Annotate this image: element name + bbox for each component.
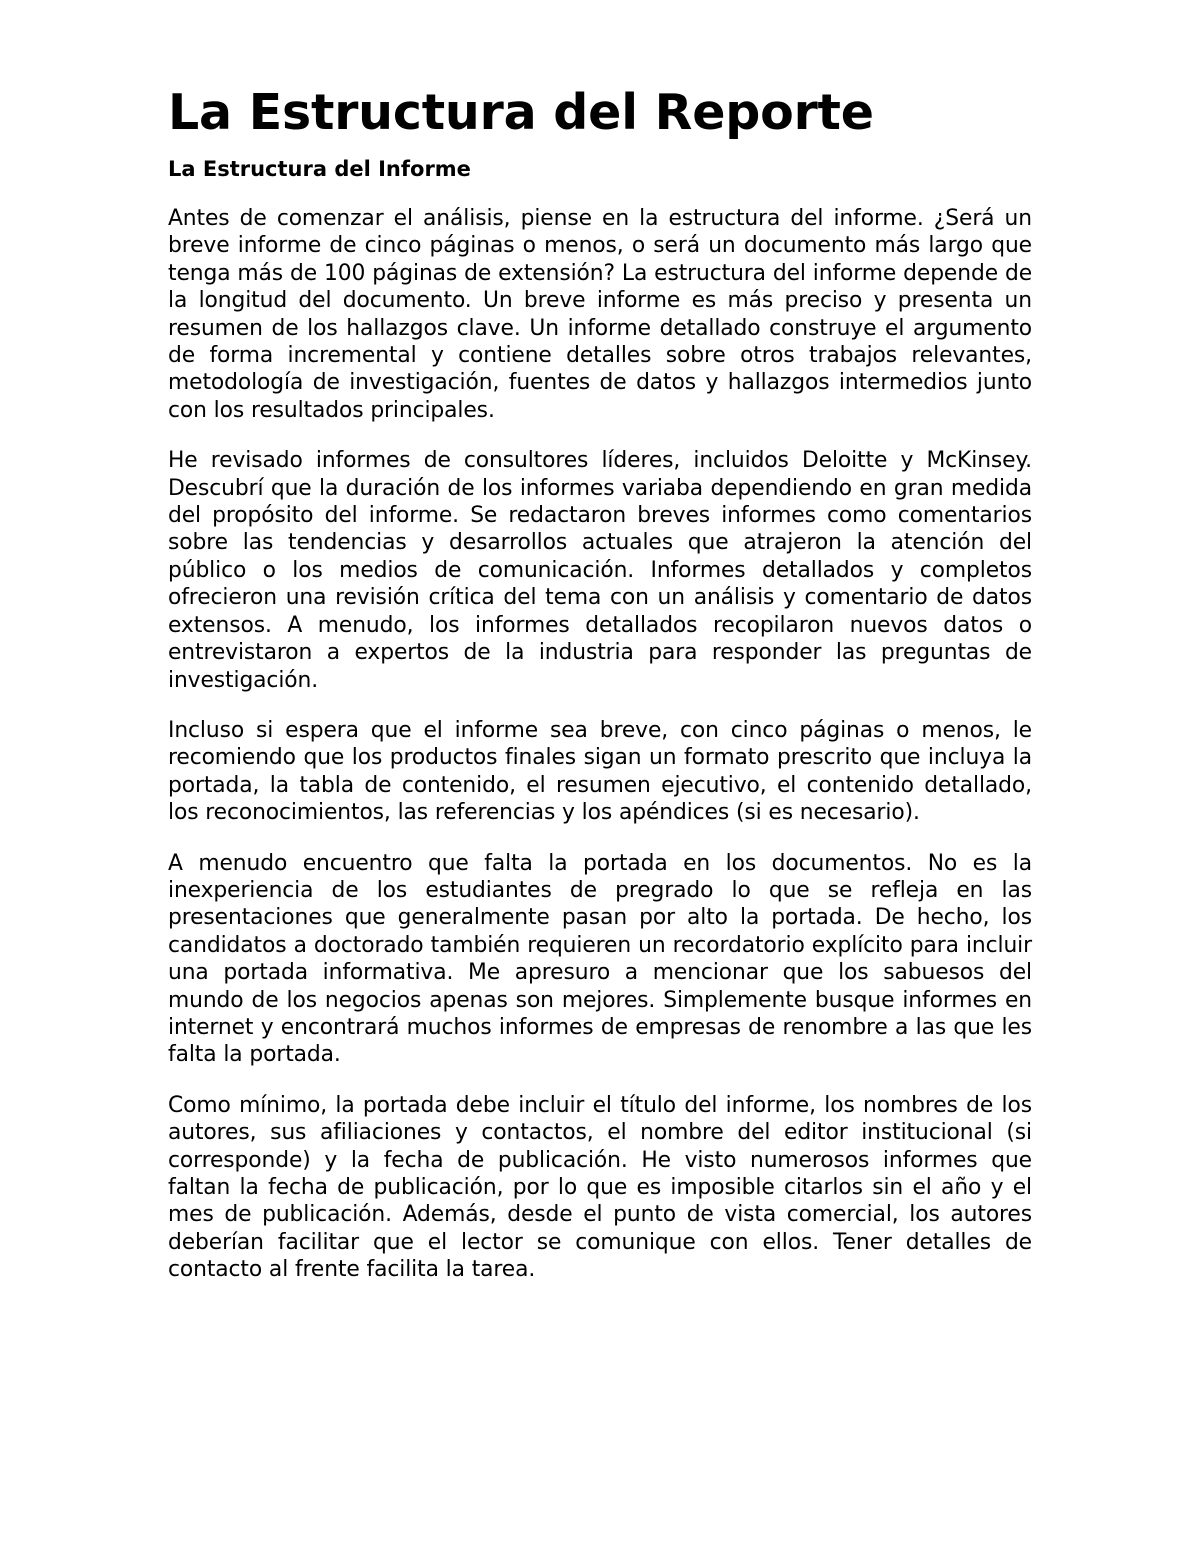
section-heading: La Estructura del Informe	[168, 157, 471, 181]
paragraph-4: A menudo encuentro que falta la portada en los documentos. No es la inexperiencia de los estudiantes de pregrado lo que se refleja en las presentaciones que generalmente pasan por alto la portada. De hecho, los candidatos a doctorado también requieren un recordatorio explícito para incluir una portada informativa. Me apresuro a mencionar que los sabuesos del mundo de los negocios apenas son mejores. Simplemente busque informes en internet y encontrará muchos informes de empresas de renombre a las que les falta la portada.	[168, 850, 1032, 1068]
document-title: La Estructura del Reporte	[168, 84, 874, 141]
paragraph-1: Antes de comenzar el análisis, piense en la estructura del informe. ¿Será un breve informe de cinco páginas o menos, o será un documento más largo que tenga más de 100 páginas de extensión? La estructura del informe depende de la longitud del documento. Un breve informe es más preciso y presenta un resumen de los hallazgos clave. Un informe detallado construye el argumento de forma incremental y contiene detalles sobre otros trabajos relevantes, metodología de investigación, fuentes de datos y hallazgos intermedios junto con los resultados principales.	[168, 206, 1032, 423]
paragraph-2: He revisado informes de consultores líderes, incluidos Deloitte y McKinsey. Descubrí que la duración de los informes variaba dependiendo en gran medida del propósito del informe. Se redactaron breves informes como comentarios sobre las tendencias y desarrollos actuales que atrajeron la atención del público o los medios de comunicación. Informes detallados y completos ofrecieron una revisión crítica del tema con un análisis y comentario de datos extensos. A menudo, los informes detallados recopilaron nuevos datos o entrevistaron a expertos de la industria para responder las preguntas de investigación.	[168, 448, 1032, 693]
document-page	[168, 84, 1032, 1284]
paragraph-5: Como mínimo, la portada debe incluir el título del informe, los nombres de los autores, sus afiliaciones y contactos, el nombre del editor institucional (si corresponde) y la fecha de publicación. He visto numerosos informes que faltan la fecha de publicación, por lo que es imposible citarlos sin el año y el mes de publicación. Además, desde el punto de vista comercial, los autores deberían facilitar que el lector se comunique con ellos. Tener detalles de contacto al frente facilita la tarea.	[168, 1092, 1032, 1283]
paragraph-3: Incluso si espera que el informe sea breve, con cinco páginas o menos, le recomiendo que los productos finales sigan un formato prescrito que incluya la portada, la tabla de contenido, el resumen ejecutivo, el contenido detallado, los reconocimientos, las referencias y los apéndices (si es necesario).	[168, 717, 1032, 826]
